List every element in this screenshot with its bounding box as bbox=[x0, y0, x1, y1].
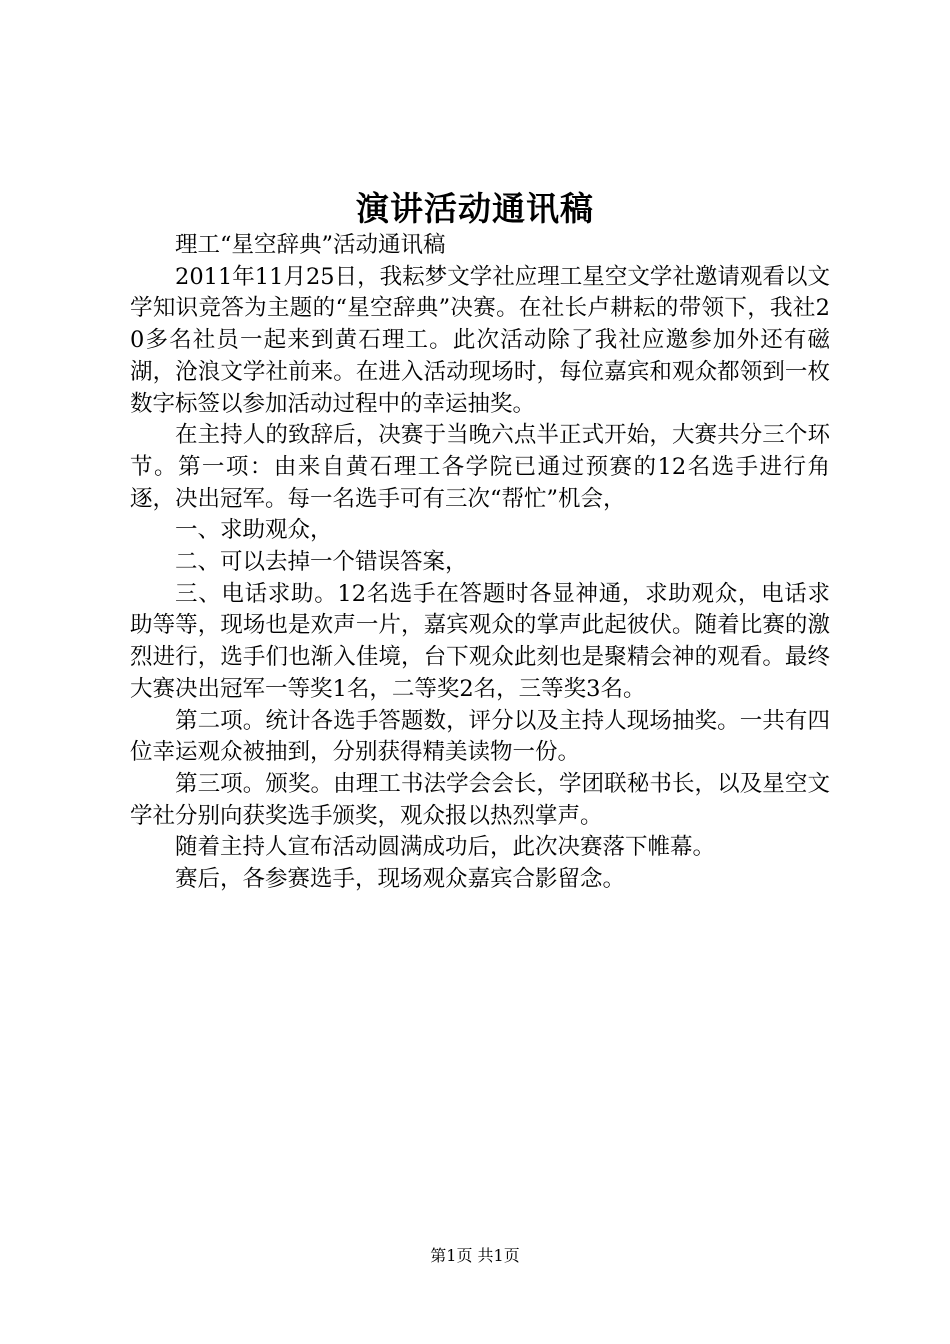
paragraph-competition: 在主持人的致辞后，决赛于当晚六点半正式开始，大赛共分三个环节。第一项：由来自黄石理工各学院已通过预赛的12名选手进行角逐，决出冠军。每一名选手可有三次“帮忙”机会， bbox=[130, 422, 830, 512]
paragraph-intro: 2011年11月25日，我耘梦文学社应理工星空文学社邀请观看以文学知识竞答为主题的“星空辞典”决赛。在社长卢耕耘的带领下，我社20多名社员一起来到黄石理工。此次活动除了我社应邀参加外还有磁湖，沧浪文学社前来。在进入活动现场时，每位嘉宾和观众都领到一枚数字标签以参加活动过程中的幸运抽奖。 bbox=[130, 263, 830, 417]
paragraph-third-item: 第三项。颁奖。由理工书法学会会长，学团联秘书长，以及星空文学社分别向获奖选手颁奖，观众报以热烈掌声。 bbox=[130, 770, 830, 829]
page-footer: 第1页 共1页 bbox=[430, 1246, 520, 1265]
document-title: 演讲活动通讯稿 bbox=[356, 189, 594, 228]
paragraph-photo: 赛后，各参赛选手，现场观众嘉宾合影留念。 bbox=[175, 866, 626, 893]
list-item-help-audience: 一、求助观众， bbox=[175, 517, 333, 544]
list-item-remove-answer: 二、可以去掉一个错误答案， bbox=[175, 549, 468, 576]
document-body bbox=[130, 230, 830, 896]
paragraph-closing: 随着主持人宣布活动圆满成功后，此次决赛落下帷幕。 bbox=[175, 834, 716, 861]
paragraph-phone-help: 三、电话求助。12名选手在答题时各显神通，求助观众，电话求助等等，现场也是欢声一片，嘉宾观众的掌声此起彼伏。随着比赛的激烈进行，选手们也渐入佳境，台下观众此刻也是聚精会神的观看。最终大赛决出冠军一等奖1名，二等奖2名，三等奖3名。 bbox=[130, 580, 830, 702]
paragraph-second-item: 第二项。统计各选手答题数，评分以及主持人现场抽奖。一共有四位幸运观众被抽到，分别获得精美读物一份。 bbox=[130, 707, 830, 766]
paragraph-subtitle: 理工“星空辞典”活动通讯稿 bbox=[175, 232, 446, 258]
